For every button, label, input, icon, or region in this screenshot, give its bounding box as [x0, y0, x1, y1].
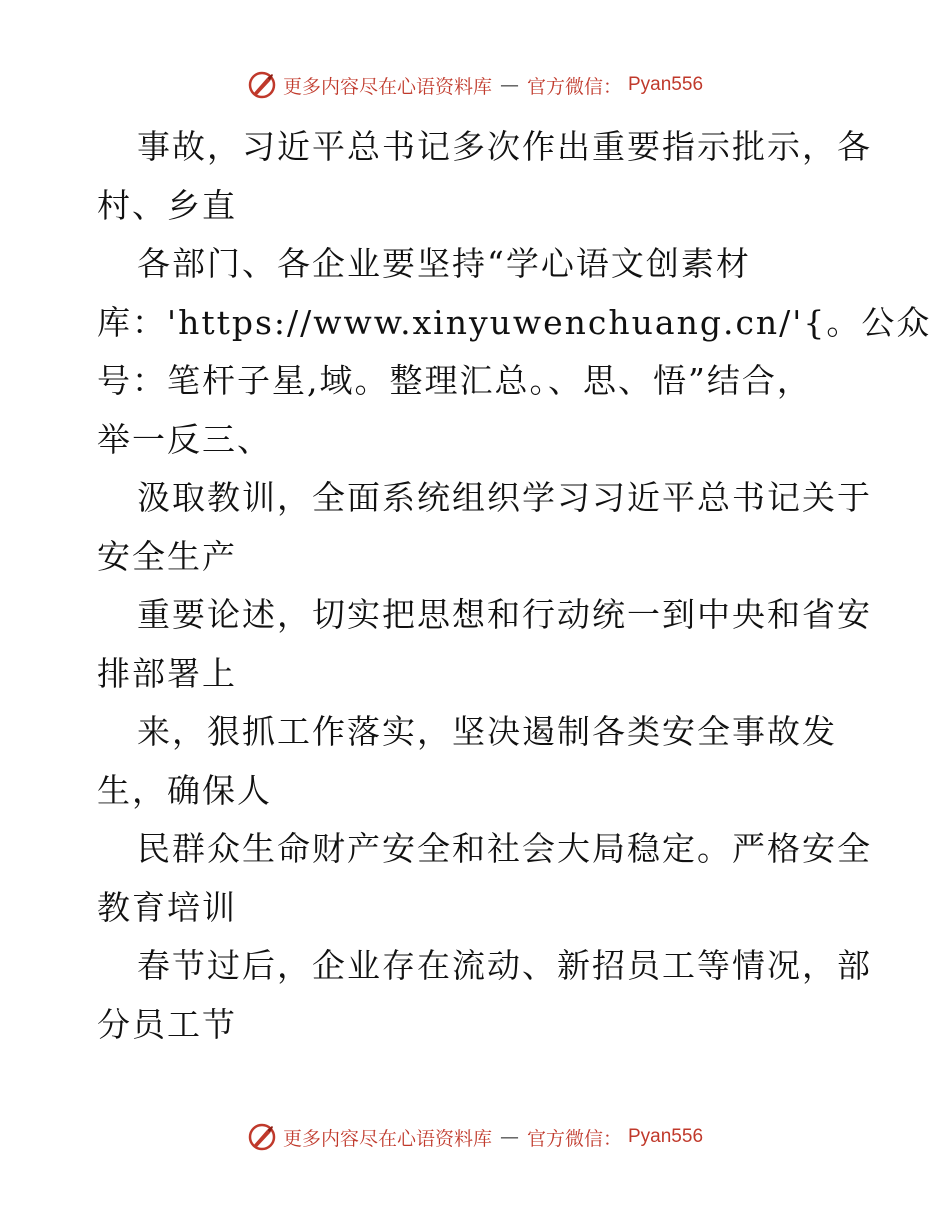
body-line: 安全生产	[97, 536, 237, 576]
page-header-watermark	[0, 70, 950, 100]
body-line: 号：笔杆子星,域。整理汇总。、思、悟”结合，	[97, 361, 812, 400]
watermark-separator: —	[499, 1126, 519, 1148]
watermark-wechat-label: 官方微信：	[526, 1127, 622, 1150]
watermark-text: 更多内容尽在心语资料库	[282, 75, 492, 98]
watermark-wechat-id: Pyan556	[628, 1126, 704, 1147]
quill-logo-icon	[247, 70, 277, 100]
body-line: 排部署上	[97, 653, 237, 693]
body-line: 重要论述，切实把思想和行动统一到中央和省安	[137, 595, 872, 634]
body-line: 来，狠抓工作落实，坚决遏制各类安全事故发	[137, 712, 837, 751]
body-line: 生，确保人	[97, 770, 272, 810]
body-line: 村、乡直	[97, 185, 237, 225]
document-body	[97, 118, 932, 1054]
watermark-wechat-id: Pyan556	[628, 74, 704, 95]
body-line: 教育培训	[97, 887, 237, 927]
body-line: 民群众生命财产安全和社会大局稳定。严格安全	[137, 829, 872, 868]
body-line: 举一反三、	[97, 419, 272, 459]
body-line: 分员工节	[97, 1004, 237, 1044]
watermark-separator: —	[499, 74, 519, 96]
body-line: 各部门、各企业要坚持“学心语文创素材	[137, 244, 751, 283]
body-line: 春节过后，企业存在流动、新招员工等情况，部	[137, 946, 872, 985]
watermark-wechat-label: 官方微信：	[526, 75, 622, 98]
body-line: 库：'https://www.xinyuwenchuang.cn/'{。公众	[97, 302, 932, 342]
body-line: 事故，习近平总书记多次作出重要指示批示，各	[137, 127, 872, 166]
body-line: 汲取教训，全面系统组织学习习近平总书记关于	[137, 478, 872, 517]
quill-logo-icon	[247, 1122, 277, 1152]
watermark-text: 更多内容尽在心语资料库	[282, 1127, 492, 1150]
page-footer-watermark	[0, 1122, 950, 1152]
